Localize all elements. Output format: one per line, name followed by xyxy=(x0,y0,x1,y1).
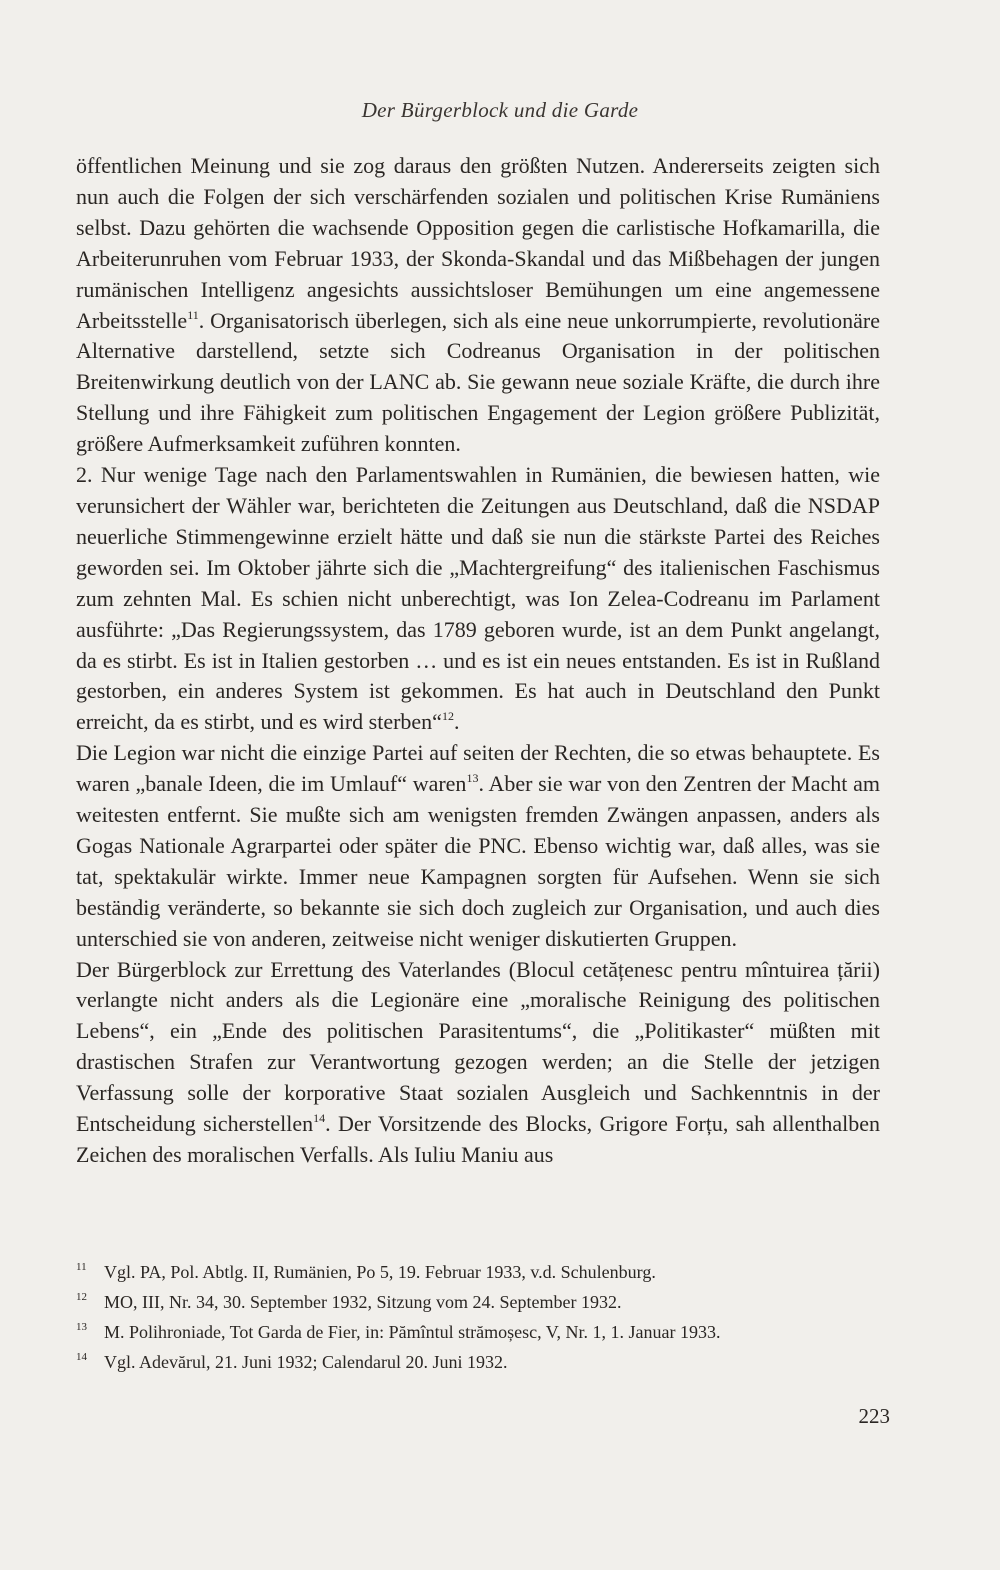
footnote-reference: 13 xyxy=(466,771,479,786)
footnote-reference: 11 xyxy=(187,307,199,322)
footnote xyxy=(76,1316,896,1344)
footnote-number: 14 xyxy=(76,1351,87,1363)
footnote-reference: 14 xyxy=(313,1111,326,1126)
footnote-text: Vgl. Adevărul, 21. Juni 1932; Calendarul 20. Juni 1932. xyxy=(104,1352,508,1372)
paragraph-text: Der Bürgerblock zur Errettung des Vaterlandes (Blocul cetățenesc pentru mîntuirea țării) verlangte nicht anders als die Legionäre eine „moralische Reinigung des politischen Lebens“, ein „Ende des politischen Parasitentums“, die „Politikaster“ müßten mit drastischen Strafen zur Verantwortung gezogen werden; an die Stelle der jetzigen Verfassung solle der korporative Staat sozialen Ausgleich und Sachkenntnis in der Entscheidung sicherstellen xyxy=(76,956,880,1137)
paragraph xyxy=(76,151,880,460)
footnote-number: 12 xyxy=(76,1291,87,1303)
paragraph-text: . Der Vorsitzende des Blocks, Grigore Forțu, sah allenthalben Zeichen des moralischen Verfalls. Als Iuliu Maniu aus xyxy=(76,1111,880,1167)
footnote-text: M. Polihroniade, Tot Garda de Fier, in: Pămîntul strămoșesc, V, Nr. 1, 1. Januar 1933. xyxy=(104,1322,721,1342)
paragraph-text: öffentlichen Meinung und sie zog daraus den größten Nutzen. Andererseits zeigten sich nun auch die Folgen der sich verschärfenden sozialen und politischen Krise Rumäniens selbst. Dazu gehörten die wachsende Opposition gegen die carlistische Hofkamarilla, die Arbeiterunruhen vom Februar 1933, der Skonda-Skandal und das Mißbehagen der jungen rumänischen Intelligenz angesichts aussichtsloser Bemühungen um eine angemessene Arbeitsstelle xyxy=(76,153,880,333)
footnote-text: MO, III, Nr. 34, 30. September 1932, Sitzung vom 24. September 1932. xyxy=(104,1292,622,1312)
page-number: 223 xyxy=(858,1404,890,1428)
paragraph xyxy=(76,738,880,954)
footnotes xyxy=(76,1256,896,1376)
running-header: Der Bürgerblock und die Garde xyxy=(361,98,639,122)
paragraph-text: . xyxy=(453,709,460,735)
main-text xyxy=(76,151,880,1171)
paragraph-text: Die Legion war nicht die einzige Partei auf seiten der Rechten, die so etwas behauptete. Es waren „banale Ideen, die im Umlauf“ waren xyxy=(76,740,880,797)
footnote xyxy=(76,1256,896,1284)
footnote-number: 11 xyxy=(76,1261,87,1273)
footnote-text: Vgl. PA, Pol. Abtlg. II, Rumänien, Po 5, 19. Februar 1933, v.d. Schulenburg. xyxy=(104,1262,656,1282)
paragraph xyxy=(76,955,880,1171)
paragraph-text: 2. Nur wenige Tage nach den Parlamentswahlen in Rumänien, die bewiesen hatten, wie verunsichert der Wähler war, berichteten die Zeitungen aus Deutschland, daß die NSDAP neuerliche Stimmengewinne erzielt hätte und daß sie nun die stärkste Partei des Reiches geworden sei. Im Oktober jährte sich die „Machtergreifung“ des italienischen Faschismus zum zehnten Mal. Es schien nicht unberechtigt, was Ion Zelea-Codreanu im Parlament ausführte: „Das Regierungssystem, das 1789 geboren wurde, ist an dem Punkt angelangt, da es stirbt. Es ist in Italien gestorben … und es ist ein neues entstanden. Es ist in Rußland gestorben, ein anderes System ist gekommen. Es hat auch in Deutschland den Punkt erreicht, da es stirbt, und es wird sterben“ xyxy=(76,462,880,735)
paragraph-text: . Aber sie war von den Zentren der Macht am weitesten entfernt. Sie mußte sich am wenigsten fremden Zwängen anpassen, anders als Gogas Nationale Agrarpartei oder später die PNC. Ebenso wichtig war, daß alles, was sie tat, spektakulär wirkte. Immer neue Kampagnen sorgten für Aufsehen. Wenn sie sich beständig veränderte, so bekannte sie sich doch zugleich zur Organisation, und auch dies unterschied sie von anderen, zeitweise nicht weniger diskutierten Gruppen. xyxy=(76,771,880,951)
paragraph-text: . Organisatorisch überlegen, sich als eine neue unkorrumpierte, revolutionäre Alternative darstellend, setzte sich Codreanus Organisation in der politischen Breitenwirkung deutlich von der LANC ab. Sie gewann neue soziale Kräfte, die durch ihre Stellung und ihre Fähigkeit zum politischen Engagement der Legion größere Publizität, größere Aufmerksamkeit zuführen konnten. xyxy=(76,307,880,457)
footnote xyxy=(76,1346,896,1374)
paragraph xyxy=(76,460,880,738)
footnote-number: 13 xyxy=(76,1321,87,1333)
footnote-reference: 12 xyxy=(441,709,454,724)
footnote xyxy=(76,1286,896,1314)
